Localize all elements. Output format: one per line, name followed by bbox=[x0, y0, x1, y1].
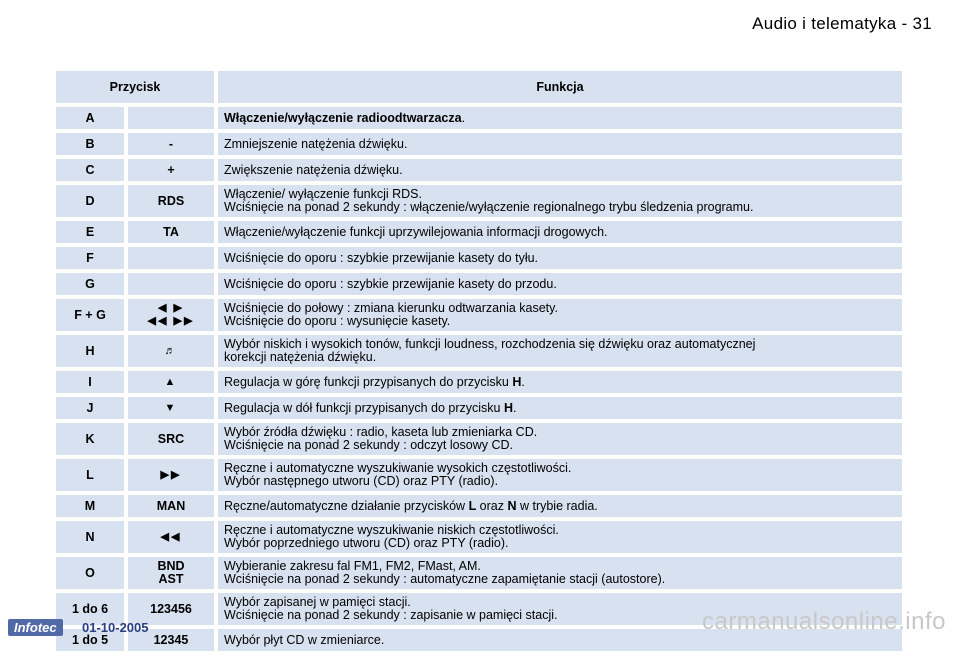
table-row bbox=[56, 397, 902, 419]
function-description-text: Wciśnięcie na ponad 2 sekundy : odczyt losowy CD. bbox=[224, 438, 514, 452]
button-symbol-cell bbox=[128, 371, 218, 393]
function-description-emphasis: L bbox=[468, 498, 477, 513]
function-description-cell bbox=[218, 557, 902, 589]
table-row bbox=[56, 459, 902, 491]
function-description-cell bbox=[218, 159, 902, 181]
button-symbol: ◀◀ ▶▶ bbox=[147, 315, 195, 327]
function-description-text: Regulacja w dół funkcji przypisanych do przycisku bbox=[224, 400, 504, 415]
table-header-row bbox=[56, 71, 902, 103]
function-description-cell bbox=[218, 247, 902, 269]
button-symbol: RDS bbox=[157, 193, 185, 208]
button-key-cell: B bbox=[56, 133, 128, 155]
function-description-text: Wybór zapisanej w pamięci stacji. bbox=[224, 595, 411, 609]
button-symbol: BND bbox=[157, 559, 185, 573]
function-description-text: Wciśnięcie do oporu : szybkie przewijanie kasety do tyłu. bbox=[224, 250, 539, 265]
button-key-cell: L bbox=[56, 459, 128, 491]
edition-date: 01-10-2005 bbox=[82, 620, 149, 635]
button-key-cell: F + G bbox=[56, 299, 128, 331]
button-symbol-cell bbox=[128, 133, 218, 155]
function-description-text: Wciśnięcie na ponad 2 sekundy : automatyczne zapamiętanie stacji (autostore). bbox=[224, 572, 666, 586]
function-description-cell bbox=[218, 495, 902, 517]
table-row bbox=[56, 247, 902, 269]
function-description-text: oraz bbox=[476, 498, 508, 513]
function-description-text: w trybie radia. bbox=[516, 498, 598, 513]
function-description-text: . bbox=[521, 374, 525, 389]
button-symbol-cell bbox=[128, 459, 218, 491]
function-description-text: Wybieranie zakresu fal FM1, FM2, FMast, AM. bbox=[224, 559, 481, 573]
button-symbol-cell bbox=[128, 557, 218, 589]
function-description-line bbox=[224, 439, 896, 452]
publisher-logo: Infotec bbox=[8, 619, 63, 636]
site-watermark: carmanualsonline.info bbox=[702, 608, 946, 635]
button-symbol-cell bbox=[128, 159, 218, 181]
function-description-line bbox=[224, 402, 896, 415]
function-description-text: Ręczne/automatyczne działanie przycisków bbox=[224, 498, 469, 513]
function-description-line bbox=[224, 475, 896, 488]
function-table bbox=[56, 67, 902, 655]
button-symbol-cell bbox=[128, 495, 218, 517]
button-symbol-cell bbox=[128, 521, 218, 553]
button-key-cell: E bbox=[56, 221, 128, 243]
table-body bbox=[56, 107, 902, 651]
table-row bbox=[56, 221, 902, 243]
function-description-text: Wybór źródła dźwięku : radio, kaseta lub zmieniarka CD. bbox=[224, 425, 538, 439]
table-row bbox=[56, 335, 902, 367]
button-symbol: ▲ bbox=[164, 375, 178, 388]
button-symbol-cell bbox=[128, 335, 218, 367]
function-description-text: Ręczne i automatyczne wyszukiwanie wysokich częstotliwości. bbox=[224, 461, 572, 475]
function-description-line bbox=[224, 201, 896, 214]
function-description-cell bbox=[218, 273, 902, 295]
table-row bbox=[56, 273, 902, 295]
button-key-cell: F bbox=[56, 247, 128, 269]
function-description-text: Włączenie/ wyłączenie funkcji RDS. bbox=[224, 187, 422, 201]
button-key-cell: N bbox=[56, 521, 128, 553]
button-key-cell: K bbox=[56, 423, 128, 455]
button-symbol: - bbox=[168, 136, 174, 151]
function-description-text: Wybór poprzedniego utworu (CD) oraz PTY (radio). bbox=[224, 536, 509, 550]
button-key-cell: D bbox=[56, 185, 128, 217]
function-description-cell bbox=[218, 185, 902, 217]
button-symbol: ▼ bbox=[164, 401, 178, 414]
button-symbol: ♬ bbox=[164, 344, 178, 357]
button-symbol: ▶▶ bbox=[160, 468, 182, 481]
button-key-cell: H bbox=[56, 335, 128, 367]
function-description-cell bbox=[218, 459, 902, 491]
function-description-text: Wciśnięcie do połowy : zmiana kierunku odtwarzania kasety. bbox=[224, 301, 558, 315]
button-symbol: ◀◀ bbox=[160, 530, 182, 543]
function-description-line bbox=[224, 500, 896, 513]
button-symbol: ◀ ▶ bbox=[158, 302, 184, 314]
button-key-cell: A bbox=[56, 107, 128, 129]
function-description-text: Wciśnięcie do oporu : wysunięcie kasety. bbox=[224, 314, 451, 328]
function-description-cell bbox=[218, 221, 902, 243]
function-description-text: Zmniejszenie natężenia dźwięku. bbox=[224, 136, 408, 151]
function-description-text: Wybór płyt CD w zmieniarce. bbox=[224, 632, 385, 647]
function-description-cell bbox=[218, 335, 902, 367]
button-symbol-cell bbox=[128, 185, 218, 217]
button-symbol-cell bbox=[128, 273, 218, 295]
function-description-cell bbox=[218, 397, 902, 419]
button-symbol-cell bbox=[128, 247, 218, 269]
function-description-line bbox=[224, 376, 896, 389]
button-symbol: 12345 bbox=[153, 632, 189, 647]
function-description-line bbox=[224, 315, 896, 328]
function-description-cell bbox=[218, 371, 902, 393]
function-description-cell bbox=[218, 299, 902, 331]
function-description-text: Wybór następnego utworu (CD) oraz PTY (radio). bbox=[224, 474, 499, 488]
column-header-button: Przycisk bbox=[56, 71, 218, 103]
table-row bbox=[56, 423, 902, 455]
table-row bbox=[56, 133, 902, 155]
function-description-text: Wciśnięcie do oporu : szybkie przewijanie kasety do przodu. bbox=[224, 276, 557, 291]
function-description-text: Wybór niskich i wysokich tonów, funkcji loudness, rozchodzenia się dźwięku oraz automatycznej bbox=[224, 337, 756, 351]
page-title: Audio i telematyka - 31 bbox=[752, 14, 932, 33]
button-symbol: + bbox=[167, 162, 175, 177]
button-symbol-cell bbox=[128, 221, 218, 243]
button-key-cell: M bbox=[56, 495, 128, 517]
button-key-cell: J bbox=[56, 397, 128, 419]
table-row bbox=[56, 159, 902, 181]
function-description-line bbox=[224, 351, 896, 364]
function-description-line bbox=[224, 537, 896, 550]
function-description-emphasis: Włączenie/wyłączenie radioodtwarzacza bbox=[224, 110, 462, 125]
function-description-line bbox=[224, 164, 896, 177]
button-symbol: MAN bbox=[156, 498, 186, 513]
function-description-line bbox=[224, 138, 896, 151]
function-description-text: korekcji natężenia dźwięku. bbox=[224, 350, 377, 364]
button-key-cell: C bbox=[56, 159, 128, 181]
function-description-line bbox=[224, 252, 896, 265]
button-symbol-cell bbox=[128, 107, 218, 129]
function-description-emphasis: H bbox=[504, 400, 514, 415]
function-description-text: . bbox=[513, 400, 517, 415]
function-description-line bbox=[224, 573, 896, 586]
button-key-cell: 1 do 6 bbox=[56, 593, 128, 625]
button-symbol-cell bbox=[128, 423, 218, 455]
function-description-text: Ręczne i automatyczne wyszukiwanie niskich częstotliwości. bbox=[224, 523, 559, 537]
button-key-cell: G bbox=[56, 273, 128, 295]
button-symbol: AST bbox=[158, 572, 184, 586]
function-description-cell bbox=[218, 107, 902, 129]
function-description-line bbox=[224, 278, 896, 291]
table-row bbox=[56, 299, 902, 331]
column-header-function: Funkcja bbox=[218, 71, 902, 103]
table-row bbox=[56, 521, 902, 553]
button-symbol: 123456 bbox=[150, 601, 192, 616]
function-description-emphasis: N bbox=[507, 498, 517, 513]
button-symbol: TA bbox=[163, 224, 179, 239]
function-description-line bbox=[224, 112, 896, 125]
table-row bbox=[56, 185, 902, 217]
button-symbol-cell bbox=[128, 299, 218, 331]
button-symbol-cell bbox=[128, 397, 218, 419]
function-description-text: Wciśnięcie na ponad 2 sekundy : włączenie/wyłączenie regionalnego trybu śledzenia programu. bbox=[224, 200, 754, 214]
button-symbol: SRC bbox=[157, 431, 185, 446]
function-description-cell bbox=[218, 521, 902, 553]
function-description-text: Wciśnięcie na ponad 2 sekundy : zapisanie w pamięci stacji. bbox=[224, 608, 558, 622]
function-description-text: Włączenie/wyłączenie funkcji uprzywilejowania informacji drogowych. bbox=[224, 224, 608, 239]
table-row bbox=[56, 107, 902, 129]
button-key-cell: I bbox=[56, 371, 128, 393]
function-description-cell bbox=[218, 423, 902, 455]
function-description-line bbox=[224, 226, 896, 239]
button-key-cell: O bbox=[56, 557, 128, 589]
function-description-text: Zwiększenie natężenia dźwięku. bbox=[224, 162, 403, 177]
button-key-cell: 1 do 5 bbox=[56, 629, 128, 651]
function-description-emphasis: H bbox=[512, 374, 522, 389]
table-row bbox=[56, 557, 902, 589]
table-row bbox=[56, 371, 902, 393]
table-row bbox=[56, 495, 902, 517]
function-description-text: Regulacja w górę funkcji przypisanych do przycisku bbox=[224, 374, 513, 389]
function-description-text: . bbox=[461, 110, 466, 125]
function-description-cell bbox=[218, 133, 902, 155]
